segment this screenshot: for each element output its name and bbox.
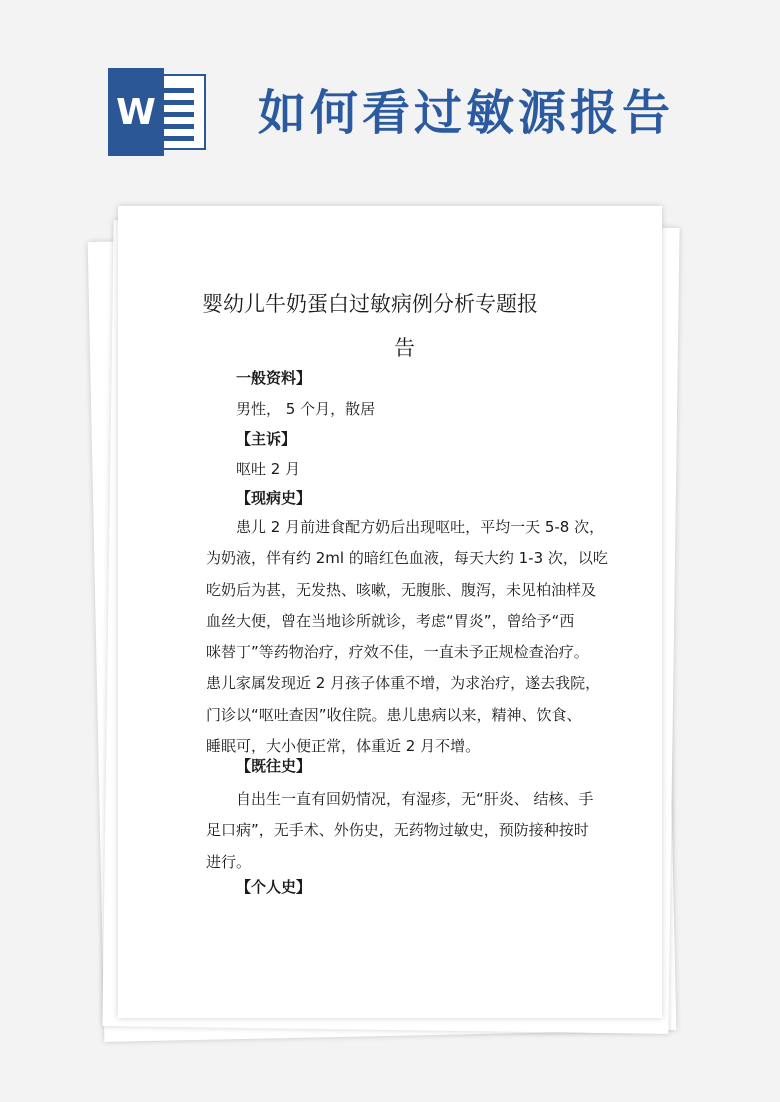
document-content: [118, 206, 662, 1018]
text-line: 患儿 2 月前进食配方奶后出现呕吐，平均一天 5-8 次，: [236, 518, 605, 536]
section-heading-complaint: 【主诉】: [236, 430, 297, 448]
banner: [0, 0, 780, 190]
document-title-line1: 婴幼儿牛奶蛋白过敏病例分析专题报: [202, 292, 538, 316]
section-heading-present-history: 【现病史】: [236, 489, 312, 507]
text-line: 自出生一直有回奶情况，有湿疹，无“肝炎、 结核、手: [236, 790, 594, 808]
document-title: [202, 282, 642, 370]
text-line: 咪替丁”等药物治疗，疗效不佳，一直未予正规检查治疗。: [206, 643, 589, 662]
general-text: 男性， 5 个月，散居: [236, 400, 376, 418]
text-line: 足口病”，无手术、外伤史，无药物过敏史，预防接种按时: [206, 821, 589, 840]
text-line: 为奶液，伴有约 2ml 的暗红色血液，每天大约 1-3 次，以吃: [206, 549, 608, 568]
word-icon-letter: W: [108, 68, 164, 156]
text-line: 血丝大便，曾在当地诊所就诊，考虑“胃炎”，曾给予“西: [206, 611, 575, 630]
text-line: 患儿家属发现近 2 月孩子体重不增，为求治疗，遂去我院，: [206, 674, 601, 693]
document-title-line2: 告: [394, 336, 415, 360]
banner-title: 如何看过敏源报告: [258, 85, 675, 141]
word-document-icon: [108, 68, 208, 156]
text-line: 进行。: [206, 852, 252, 871]
text-line: 睡眠可，大小便正常，体重近 2 月不增。: [206, 737, 481, 756]
complaint-text: 呕吐 2 月: [236, 460, 301, 478]
present-history-text: [206, 512, 630, 762]
section-heading-past-history: 【既往史】: [236, 757, 312, 775]
section-heading-personal-history: 【个人史】: [236, 878, 312, 896]
text-line: 吃奶后为甚，无发热、咳嗽，无腹胀、腹泻，未见柏油样及: [206, 580, 597, 599]
text-line: 门诊以“呕吐查因”收住院。患儿患病以来，精神、饮食、: [206, 705, 582, 724]
section-heading-general: 一般资料】: [236, 369, 312, 387]
past-history-text: [206, 784, 630, 878]
